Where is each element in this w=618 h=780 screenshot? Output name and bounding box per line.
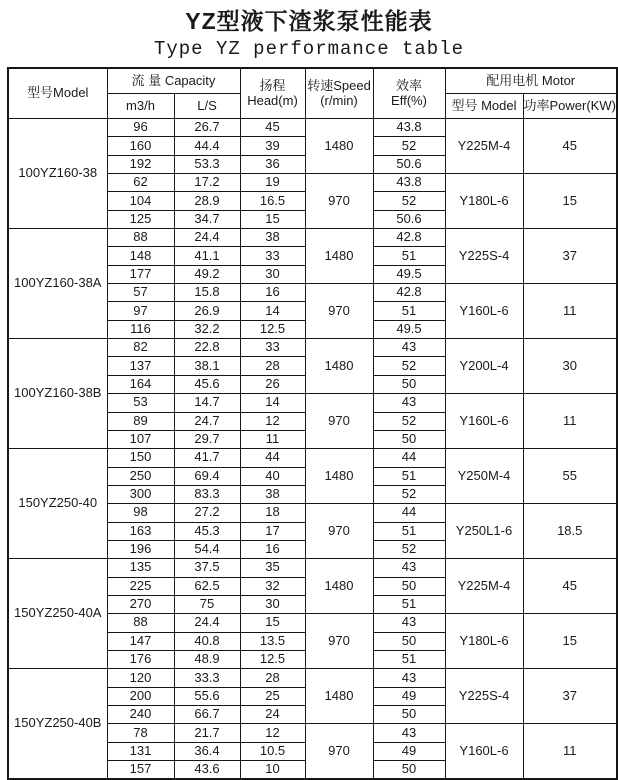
head-cell: 28	[240, 357, 305, 375]
head-cell: 15	[240, 614, 305, 632]
head-cell: 44	[240, 449, 305, 467]
speed-cell: 970	[305, 504, 373, 559]
motor-power-cell: 15	[523, 614, 617, 669]
head-cell: 39	[240, 137, 305, 155]
eff-cell: 51	[373, 650, 445, 668]
head-cell: 35	[240, 559, 305, 577]
capacity-m3h-cell: 116	[107, 320, 174, 338]
capacity-m3h-cell: 104	[107, 192, 174, 210]
table-row	[8, 669, 617, 687]
motor-power-cell: 55	[523, 449, 617, 504]
capacity-ls-cell: 34.7	[174, 210, 240, 228]
head-cell: 19	[240, 174, 305, 192]
capacity-m3h-cell: 196	[107, 540, 174, 558]
capacity-ls-cell: 75	[174, 595, 240, 613]
eff-cell: 49.5	[373, 265, 445, 283]
motor-power-cell: 37	[523, 669, 617, 724]
head-cell: 30	[240, 595, 305, 613]
speed-cell: 970	[305, 724, 373, 780]
head-cell: 12.5	[240, 650, 305, 668]
capacity-m3h-cell: 250	[107, 467, 174, 485]
capacity-m3h-cell: 88	[107, 614, 174, 632]
col-header-head-cn: 扬程	[259, 77, 286, 93]
motor-model-cell: Y160L-6	[445, 394, 523, 449]
performance-table	[7, 67, 618, 780]
eff-cell: 51	[373, 467, 445, 485]
pump-model-cell: 100YZ160-38A	[8, 229, 107, 339]
eff-cell: 50	[373, 632, 445, 650]
eff-cell: 43	[373, 559, 445, 577]
capacity-ls-cell: 41.7	[174, 449, 240, 467]
pump-model-cell: 100YZ160-38B	[8, 339, 107, 449]
motor-model-cell: Y250L1-6	[445, 504, 523, 559]
col-header-motor-model: 型号 Model	[445, 94, 523, 119]
col-header-head	[240, 68, 305, 119]
motor-power-cell: 15	[523, 174, 617, 229]
capacity-m3h-cell: 148	[107, 247, 174, 265]
speed-cell: 970	[305, 174, 373, 229]
eff-cell: 52	[373, 357, 445, 375]
capacity-ls-cell: 26.7	[174, 119, 240, 137]
capacity-ls-cell: 40.8	[174, 632, 240, 650]
eff-cell: 51	[373, 522, 445, 540]
capacity-ls-cell: 27.2	[174, 504, 240, 522]
eff-cell: 43	[373, 339, 445, 357]
head-cell: 14	[240, 394, 305, 412]
eff-cell: 49.5	[373, 320, 445, 338]
speed-cell: 1480	[305, 229, 373, 284]
capacity-ls-cell: 37.5	[174, 559, 240, 577]
eff-cell: 43	[373, 669, 445, 687]
head-cell: 10	[240, 761, 305, 780]
performance-table-body	[8, 119, 617, 780]
col-header-speed	[305, 68, 373, 119]
motor-model-cell: Y180L-6	[445, 614, 523, 669]
capacity-m3h-cell: 120	[107, 669, 174, 687]
capacity-ls-cell: 36.4	[174, 742, 240, 760]
pump-model-cell: 150YZ250-40B	[8, 669, 107, 780]
head-cell: 30	[240, 265, 305, 283]
capacity-ls-cell: 15.8	[174, 284, 240, 302]
capacity-m3h-cell: 57	[107, 284, 174, 302]
table-row	[8, 559, 617, 577]
eff-cell: 49	[373, 687, 445, 705]
capacity-m3h-cell: 53	[107, 394, 174, 412]
capacity-ls-cell: 21.7	[174, 724, 240, 742]
capacity-m3h-cell: 177	[107, 265, 174, 283]
head-cell: 11	[240, 430, 305, 448]
eff-cell: 43.8	[373, 119, 445, 137]
capacity-m3h-cell: 200	[107, 687, 174, 705]
eff-cell: 43.8	[373, 174, 445, 192]
head-cell: 40	[240, 467, 305, 485]
eff-cell: 43	[373, 614, 445, 632]
eff-cell: 50	[373, 375, 445, 393]
eff-cell: 52	[373, 412, 445, 430]
motor-power-cell: 11	[523, 284, 617, 339]
page-subtitle: Type YZ performance table	[153, 38, 465, 60]
col-header-model: 型号Model	[8, 68, 107, 119]
table-header	[8, 68, 617, 119]
eff-cell: 52	[373, 540, 445, 558]
capacity-ls-cell: 28.9	[174, 192, 240, 210]
head-cell: 32	[240, 577, 305, 595]
col-header-speed-unit: (r/min)	[320, 92, 358, 108]
head-cell: 24	[240, 706, 305, 724]
col-header-head-en: Head(m)	[247, 92, 298, 108]
col-header-eff	[373, 68, 445, 119]
capacity-m3h-cell: 157	[107, 761, 174, 780]
head-cell: 10.5	[240, 742, 305, 760]
speed-cell: 1480	[305, 669, 373, 724]
head-cell: 15	[240, 210, 305, 228]
motor-power-cell: 11	[523, 724, 617, 780]
speed-cell: 970	[305, 284, 373, 339]
speed-cell: 1480	[305, 449, 373, 504]
capacity-ls-cell: 62.5	[174, 577, 240, 595]
capacity-ls-cell: 38.1	[174, 357, 240, 375]
head-cell: 25	[240, 687, 305, 705]
col-header-m3h: m3/h	[107, 94, 174, 119]
capacity-ls-cell: 29.7	[174, 430, 240, 448]
motor-power-cell: 30	[523, 339, 617, 394]
capacity-m3h-cell: 300	[107, 485, 174, 503]
capacity-ls-cell: 22.8	[174, 339, 240, 357]
capacity-m3h-cell: 147	[107, 632, 174, 650]
capacity-m3h-cell: 150	[107, 449, 174, 467]
head-cell: 33	[240, 339, 305, 357]
head-cell: 18	[240, 504, 305, 522]
motor-model-cell: Y160L-6	[445, 284, 523, 339]
pump-model-cell: 150YZ250-40A	[8, 559, 107, 669]
capacity-m3h-cell: 98	[107, 504, 174, 522]
eff-cell: 51	[373, 302, 445, 320]
capacity-m3h-cell: 176	[107, 650, 174, 668]
col-header-eff-en: Eff(%)	[391, 92, 427, 108]
capacity-ls-cell: 69.4	[174, 467, 240, 485]
capacity-m3h-cell: 125	[107, 210, 174, 228]
table-row	[8, 229, 617, 247]
motor-model-cell: Y250M-4	[445, 449, 523, 504]
capacity-m3h-cell: 160	[107, 137, 174, 155]
head-cell: 16	[240, 284, 305, 302]
capacity-ls-cell: 53.3	[174, 155, 240, 173]
capacity-ls-cell: 44.4	[174, 137, 240, 155]
eff-cell: 51	[373, 595, 445, 613]
eff-cell: 52	[373, 137, 445, 155]
eff-cell: 50	[373, 761, 445, 780]
table-row	[8, 339, 617, 357]
motor-power-cell: 18.5	[523, 504, 617, 559]
capacity-m3h-cell: 225	[107, 577, 174, 595]
capacity-ls-cell: 83.3	[174, 485, 240, 503]
head-cell: 33	[240, 247, 305, 265]
eff-cell: 51	[373, 247, 445, 265]
pump-model-cell: 150YZ250-40	[8, 449, 107, 559]
motor-model-cell: Y225S-4	[445, 669, 523, 724]
head-cell: 17	[240, 522, 305, 540]
capacity-m3h-cell: 137	[107, 357, 174, 375]
table-row	[8, 449, 617, 467]
capacity-m3h-cell: 97	[107, 302, 174, 320]
speed-cell: 1480	[305, 119, 373, 174]
capacity-m3h-cell: 131	[107, 742, 174, 760]
capacity-ls-cell: 45.3	[174, 522, 240, 540]
eff-cell: 44	[373, 504, 445, 522]
col-header-ls: L/S	[174, 94, 240, 119]
capacity-ls-cell: 54.4	[174, 540, 240, 558]
capacity-ls-cell: 41.1	[174, 247, 240, 265]
capacity-ls-cell: 32.2	[174, 320, 240, 338]
header-row-1	[8, 68, 617, 94]
capacity-ls-cell: 24.7	[174, 412, 240, 430]
col-header-speed-cn: 转速Speed	[307, 77, 371, 93]
capacity-m3h-cell: 107	[107, 430, 174, 448]
capacity-m3h-cell: 135	[107, 559, 174, 577]
head-cell: 36	[240, 155, 305, 173]
pump-model-cell: 100YZ160-38	[8, 119, 107, 229]
capacity-ls-cell: 33.3	[174, 669, 240, 687]
motor-model-cell: Y225M-4	[445, 119, 523, 174]
head-cell: 16.5	[240, 192, 305, 210]
capacity-m3h-cell: 82	[107, 339, 174, 357]
eff-cell: 49	[373, 742, 445, 760]
motor-model-cell: Y200L-4	[445, 339, 523, 394]
capacity-ls-cell: 24.4	[174, 229, 240, 247]
eff-cell: 43	[373, 394, 445, 412]
capacity-ls-cell: 43.6	[174, 761, 240, 780]
table-row	[8, 119, 617, 137]
head-cell: 16	[240, 540, 305, 558]
col-header-motor: 配用电机 Motor	[445, 68, 617, 94]
eff-cell: 50	[373, 430, 445, 448]
capacity-m3h-cell: 163	[107, 522, 174, 540]
capacity-ls-cell: 66.7	[174, 706, 240, 724]
capacity-ls-cell: 17.2	[174, 174, 240, 192]
capacity-m3h-cell: 240	[107, 706, 174, 724]
capacity-ls-cell: 55.6	[174, 687, 240, 705]
eff-cell: 52	[373, 192, 445, 210]
head-cell: 38	[240, 229, 305, 247]
col-header-capacity: 流 量 Capacity	[107, 68, 240, 94]
capacity-m3h-cell: 88	[107, 229, 174, 247]
col-header-motor-power: 功率Power(KW)	[523, 94, 617, 119]
eff-cell: 43	[373, 724, 445, 742]
capacity-ls-cell: 26.9	[174, 302, 240, 320]
motor-model-cell: Y180L-6	[445, 174, 523, 229]
head-cell: 38	[240, 485, 305, 503]
eff-cell: 50.6	[373, 155, 445, 173]
motor-power-cell: 37	[523, 229, 617, 284]
speed-cell: 970	[305, 614, 373, 669]
capacity-m3h-cell: 270	[107, 595, 174, 613]
head-cell: 14	[240, 302, 305, 320]
eff-cell: 42.8	[373, 229, 445, 247]
head-cell: 12	[240, 412, 305, 430]
eff-cell: 50	[373, 706, 445, 724]
capacity-m3h-cell: 164	[107, 375, 174, 393]
capacity-ls-cell: 49.2	[174, 265, 240, 283]
capacity-m3h-cell: 62	[107, 174, 174, 192]
capacity-ls-cell: 24.4	[174, 614, 240, 632]
head-cell: 12	[240, 724, 305, 742]
motor-model-cell: Y160L-6	[445, 724, 523, 780]
page-title: YZ型液下渣浆泵性能表	[185, 8, 433, 34]
speed-cell: 1480	[305, 339, 373, 394]
speed-cell: 1480	[305, 559, 373, 614]
capacity-ls-cell: 48.9	[174, 650, 240, 668]
eff-cell: 50	[373, 577, 445, 595]
capacity-m3h-cell: 192	[107, 155, 174, 173]
eff-cell: 52	[373, 485, 445, 503]
motor-power-cell: 11	[523, 394, 617, 449]
head-cell: 45	[240, 119, 305, 137]
eff-cell: 42.8	[373, 284, 445, 302]
eff-cell: 44	[373, 449, 445, 467]
eff-cell: 50.6	[373, 210, 445, 228]
speed-cell: 970	[305, 394, 373, 449]
motor-model-cell: Y225M-4	[445, 559, 523, 614]
head-cell: 12.5	[240, 320, 305, 338]
col-header-eff-cn: 效率	[395, 77, 422, 93]
head-cell: 26	[240, 375, 305, 393]
motor-power-cell: 45	[523, 559, 617, 614]
motor-model-cell: Y225S-4	[445, 229, 523, 284]
motor-power-cell: 45	[523, 119, 617, 174]
head-cell: 28	[240, 669, 305, 687]
capacity-m3h-cell: 78	[107, 724, 174, 742]
capacity-m3h-cell: 96	[107, 119, 174, 137]
capacity-ls-cell: 45.6	[174, 375, 240, 393]
head-cell: 13.5	[240, 632, 305, 650]
capacity-ls-cell: 14.7	[174, 394, 240, 412]
capacity-m3h-cell: 89	[107, 412, 174, 430]
